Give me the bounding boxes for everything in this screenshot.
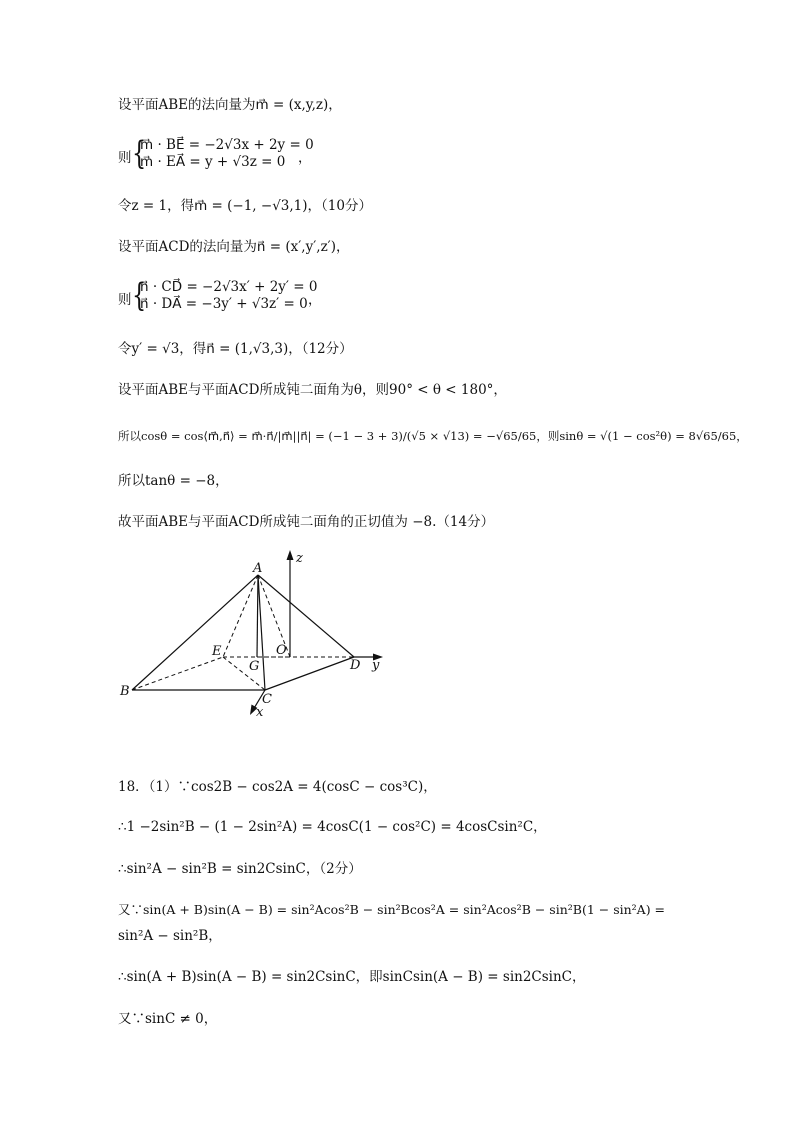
label-g: G <box>249 659 260 674</box>
text-line-step-2: ∴sin²A − sin²B = sin2CsinC，（2分） <box>118 861 362 877</box>
system-row-2: n⃗ · DA⃗ = −3y′ + √3z′ = 0 <box>140 296 308 312</box>
label-e: E <box>212 644 222 659</box>
label-y: y <box>372 658 380 673</box>
label-o: O <box>276 643 287 658</box>
text-line-cos-theta: 所以cosθ = cos⟨m⃗,n⃗⟩ = m⃗·n⃗/|m⃗||n⃗| = (−1 − 3 + 3)/(√5 × √13) = −√65/65，则sinθ = √(1 − cos²θ) = 8√65/65， <box>118 429 748 443</box>
system-row-1: m⃗ · BE⃗ = −2√3x + 2y = 0 <box>140 137 314 153</box>
system-suffix: ， <box>298 150 312 166</box>
z-axis-arrow-icon <box>287 550 294 560</box>
pyramid-figure <box>110 548 400 723</box>
line-ag <box>257 575 258 657</box>
edge-ae <box>223 575 258 657</box>
edge-cd <box>265 657 354 690</box>
label-x: x <box>256 705 264 720</box>
label-b: B <box>120 684 130 699</box>
left-brace-icon: { <box>132 276 147 314</box>
system-row-1: n⃗ · CD⃗ = −2√3x′ + 2y′ = 0 <box>140 279 318 295</box>
left-brace-icon: { <box>132 134 147 172</box>
label-d: D <box>350 658 361 673</box>
label-a: A <box>253 561 263 576</box>
system-prefix: 则 <box>118 150 132 166</box>
text-line-tan-theta: 所以tanθ = −8， <box>118 473 229 489</box>
text-line-step-4: ∴sin(A + B)sin(A − B) = sin2CsinC，即sinCsin(A − B) = sin2CsinC， <box>118 969 586 985</box>
system-row-2: m⃗ · EA⃗ = y + √3z = 0 <box>140 154 286 170</box>
text-line-step-5: 又∵sinC ≠ 0， <box>118 1011 218 1027</box>
text-line-step-3: 又∵sin(A + B)sin(A − B) = sin²Acos²B − sin²Bcos²A = sin²Acos²B − sin²B(1 − sin²A) = <box>118 902 666 917</box>
edge-be <box>132 657 223 690</box>
system-prefix: 则 <box>118 292 132 308</box>
system-suffix: ， <box>308 292 322 308</box>
edge-ab <box>132 575 258 690</box>
text-line-normal-vector-acd: 设平面ACD的法向量为n⃗ = (x′,y′,z′)， <box>118 239 350 255</box>
label-z: z <box>296 551 303 566</box>
text-line-conclusion: 故平面ABE与平面ACD所成钝二面角的正切值为 −8.（14分） <box>118 514 495 530</box>
label-c: C <box>262 692 272 707</box>
text-line-problem-18: 18．（1）∵cos2B − cos2A = 4(cosC − cos³C)， <box>118 779 437 795</box>
text-line-let-y: 令y′ = √3，得n⃗ = (1,√3,3)，（12分） <box>118 341 353 357</box>
text-line-dihedral-angle: 设平面ABE与平面ACD所成钝二面角为θ，则90° < θ < 180°， <box>118 382 507 398</box>
text-line-let-z: 令z = 1，得m⃗ = (−1, −√3,1)，（10分） <box>118 198 372 214</box>
text-line-normal-vector-abe: 设平面ABE的法向量为m⃗ = (x,y,z)， <box>118 97 342 113</box>
text-line-step-1: ∴1 −2sin²B − (1 − 2sin²A) = 4cosC(1 − cos²C) = 4cosCsin²C， <box>118 819 547 835</box>
text-line-step-3-cont: sin²A − sin²B， <box>118 928 222 944</box>
edge-ad <box>258 575 354 657</box>
